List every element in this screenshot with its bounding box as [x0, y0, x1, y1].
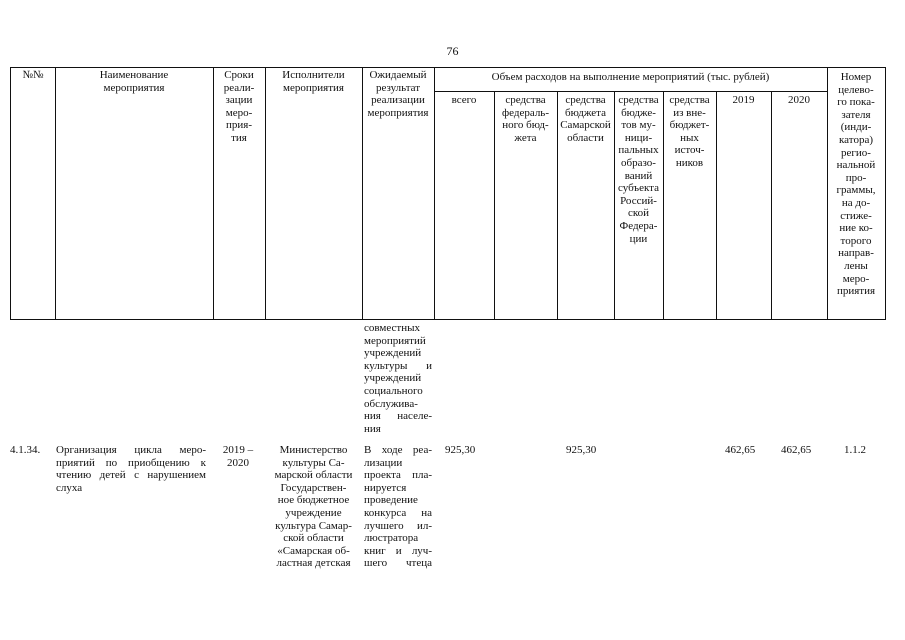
row-number: 4.1.34.	[10, 444, 41, 456]
row-regional: 925,30	[566, 444, 597, 456]
column-divider	[55, 68, 56, 319]
header-total: всего	[451, 94, 477, 106]
header-regional: средства бюджета Самарской области	[560, 94, 611, 144]
page-number: 76	[446, 44, 459, 58]
row-name: Организация цикла меро- приятий по приобщению к чтению детей с нарушением слуха	[56, 444, 206, 494]
row-total: 925,30	[445, 444, 476, 456]
header-municipal: средства бюдже- тов му- ници- пальных образо- ваний субъекта Россий- ской Федера- ции	[617, 94, 659, 245]
header-target: Номер целево- го пока- зателя (инди- катора) регио- нальной про- граммы, на до- стиже- ние ко- торого направ- лены меро- приятия	[836, 71, 876, 298]
header-name: Наименование мероприятия	[99, 69, 169, 94]
row-result: В ходе реа- лизации проекта пла- нируется проведение конкурса на лучшего ил- люстратора книг и луч- шего чтеца	[364, 444, 432, 570]
table-header	[10, 67, 886, 320]
header-result: Ожидаемый результат реализации мероприятия	[367, 69, 429, 119]
header-2020: 2020	[788, 94, 810, 106]
header-extrabudget: средства из вне- бюджет- ных источ- ников	[669, 94, 710, 169]
header-term: Сроки реали- зации меро- прия- тия	[223, 69, 255, 144]
column-divider	[771, 91, 772, 319]
header-2019: 2019	[732, 94, 755, 106]
column-divider	[716, 91, 717, 319]
header-volume: Объем расходов на выполнение мероприятий (тыс. рублей)	[491, 71, 770, 83]
row-2020: 462,65	[781, 444, 812, 456]
row-2019: 462,65	[725, 444, 756, 456]
row-executors: Министерство культуры Са- марской области Государствен- ное бюджетное учреждение культура Самар- ской области «Самарская об- ластная детская	[274, 444, 353, 570]
row-term: 2019 – 2020	[222, 444, 254, 469]
header-divider	[434, 91, 827, 92]
continuation-text: совместных мероприятий учреждений культуры и учреждений социального обслужива- ния населе- ния	[364, 322, 432, 435]
header-num: №№	[22, 69, 44, 81]
row-target: 1.1.2	[844, 444, 866, 456]
header-federal: средства федераль- ного бюд- жета	[502, 94, 549, 144]
header-executors: Исполнители мероприятия	[282, 69, 345, 94]
column-divider	[265, 68, 266, 319]
